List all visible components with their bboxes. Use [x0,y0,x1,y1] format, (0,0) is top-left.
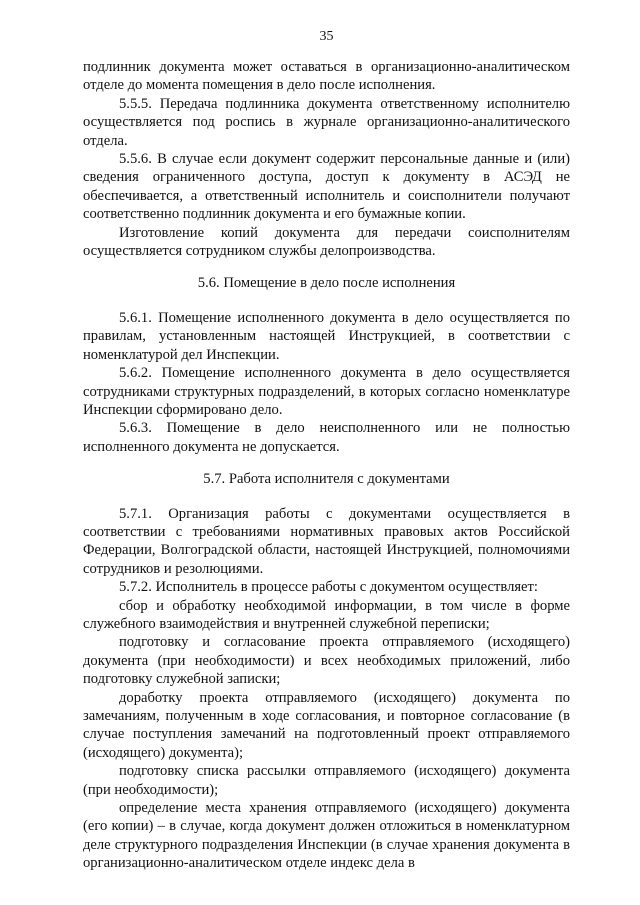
list-item-storage-location: определение места хранения отправляемого (исходящего) документа (его копии) – в случае, когда документ должен отложиться в номенклатурном деле структурного подразделения Инспекции (в случае хранения документа в организационно-аналитическом отделе индекс дела в [83,800,570,872]
section-heading-5-7: 5.7. Работа исполнителя с документами [203,471,450,488]
page-number: 35 [319,29,334,44]
paragraph-5-7-1: 5.7.1. Организация работы с документами осуществляется в соответствии с требованиями нормативных правовых актов Российской Федерации, Волгоградской области, настоящей Инструкцией, полномочиями сотрудников и резолюциями. [83,505,570,577]
paragraph-5-5-5: 5.5.5. Передача подлинника документа ответственному исполнителю осуществляется под роспись в журнале организационно-аналитического отдела. [83,95,570,149]
paragraph-copies: Изготовление копий документа для передачи соисполнителям осуществляется сотрудником службы делопроизводства. [83,224,570,260]
paragraph-5-6-3: 5.6.3. Помещение в дело неисполненного или не полностью исполненного документа не допускается. [83,420,570,455]
paragraph-5-6-1: 5.6.1. Помещение исполненного документа в дело осуществляется по правилам, установленным настоящей Инструкцией, в соответствии с номенклатурой дел Инспекции. [83,309,570,363]
paragraph-5-7-2: 5.7.2. Исполнитель в процессе работы с документом осуществляет: [119,579,538,596]
list-item-draft-revision: доработку проекта отправляемого (исходящего) документа по замечаниям, полученным в ходе согласования, и повторное согласование (в случае поступления замечаний на подготовленный проект отправляемого (исходящего) документа); [83,689,570,761]
list-item-draft-preparation: подготовку и согласование проекта отправляемого (исходящего) документа (при необходимости) и всех необходимых приложений, либо подготовку служебной записки; [83,634,570,688]
paragraph-5-5-6: 5.5.6. В случае если документ содержит персональные данные и (или) сведения ограниченного доступа, доступ к документу в АСЭД не обеспечивается, а ответственный исполнитель и соисполнители получают соответственно подлинник документа и его бумажные копии. [83,151,570,223]
list-item-info-collection: сбор и обработку необходимой информации, в том числе в форме служебного взаимодействия и внутренней служебной переписки; [83,597,570,632]
paragraph-5-6-2: 5.6.2. Помещение исполненного документа в дело осуществляется сотрудниками структурных подразделений, в которых согласно номенклатуре Инспекции сформировано дело. [83,365,570,418]
section-heading-5-6: 5.6. Помещение в дело после исполнения [197,275,456,292]
list-item-mailing-list: подготовку списка рассылки отправляемого (исходящего) документа (при необходимости); [83,763,570,798]
paragraph-continuation: подлинник документа может оставаться в организационно-аналитическом отделе до момента помещения в дело после исполнения. [83,59,570,94]
